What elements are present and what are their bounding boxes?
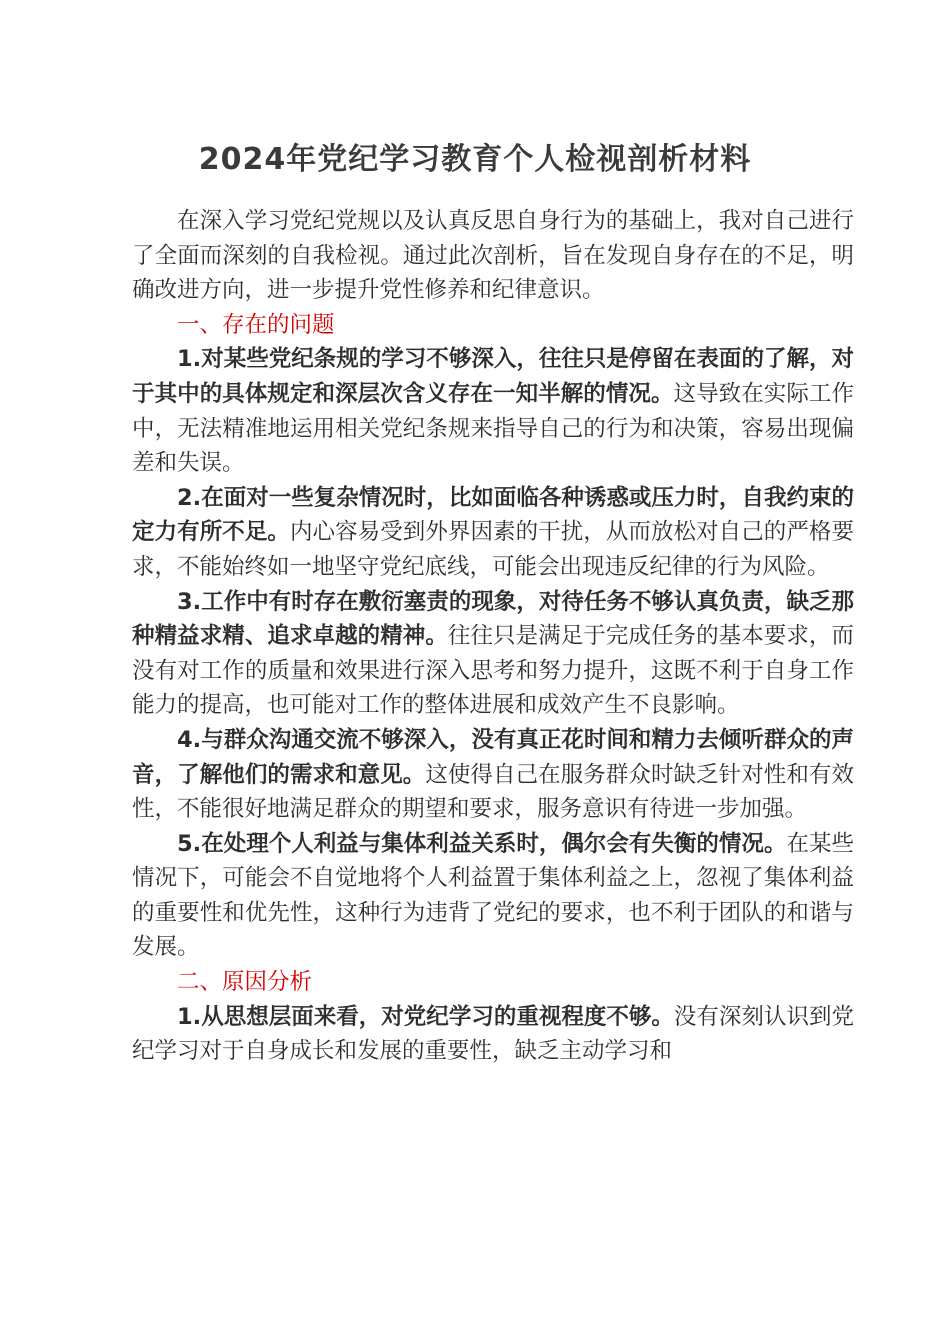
problem-lead: 3.工作中有时存在敷衍塞责的现象，对待任务不够认真负责，缺乏那种精益求精、追求卓越的精神。 <box>132 588 854 650</box>
cause-paragraph-1 <box>132 1000 854 1069</box>
problem-paragraph-4 <box>132 723 854 827</box>
problem-lead: 5.在处理个人利益与集体利益关系时，偶尔会有失衡的情况。 <box>177 830 787 857</box>
problem-lead: 4.与群众沟通交流不够深入，没有真正花时间和精力去倾听群众的声音，了解他们的需求和意见。 <box>132 726 854 788</box>
section-heading-causes: 二、原因分析 <box>177 969 313 996</box>
document-body <box>132 204 854 1069</box>
problem-paragraph-3 <box>132 585 854 723</box>
cause-text: 没有深刻认识到党纪学习对于自身成长和发展的重要性，缺乏主动学习和 <box>132 1003 854 1065</box>
problem-paragraph-2 <box>132 481 854 585</box>
problem-lead: 2.在面对一些复杂情况时，比如面临各种诱惑或压力时，自我约束的定力有所不足。 <box>132 484 854 546</box>
problem-text: 这使得自己在服务群众时缺乏针对性和有效性，不能很好地满足群众的期望和要求，服务意识有待进一步加强。 <box>132 761 854 823</box>
problem-paragraph-5 <box>132 827 854 965</box>
problem-text: 往往只是满足于完成任务的基本要求，而没有对工作的质量和效果进行深入思考和努力提升，这既不利于自身工作能力的提高，也可能对工作的整体进展和成效产生不良影响。 <box>132 623 854 719</box>
problem-text: 这导致在实际工作中，无法精准地运用相关党纪条规来指导自己的行为和决策，容易出现偏差和失误。 <box>132 380 854 477</box>
cause-lead: 1.从思想层面来看，对党纪学习的重视程度不够。 <box>177 1003 674 1030</box>
problem-text: 在某些情况下，可能会不自觉地将个人利益置于集体利益之上，忽视了集体利益的重要性和优先性，这种行为违背了党纪的要求，也不利于团队的和谐与发展。 <box>132 830 854 961</box>
intro-paragraph: 在深入学习党纪党规以及认真反思自身行为的基础上，我对自己进行了全面而深刻的自我检视。通过此次剖析，旨在发现自身存在的不足，明确改进方向，进一步提升党性修养和纪律意识。 <box>132 208 854 304</box>
document-title: 2024年党纪学习教育个人检视剖析材料 <box>198 142 752 177</box>
problem-text: 内心容易受到外界因素的干扰，从而放松对自己的严格要求，不能始终如一地坚守党纪底线，可能会出现违反纪律的行为风险。 <box>132 519 854 580</box>
problem-paragraph-1 <box>132 342 854 480</box>
section-heading-problems: 一、存在的问题 <box>177 311 335 338</box>
problem-lead: 1.对某些党纪条规的学习不够深入，往往只是停留在表面的了解，对于其中的具体规定和深层次含义存在一知半解的情况。 <box>132 346 854 407</box>
